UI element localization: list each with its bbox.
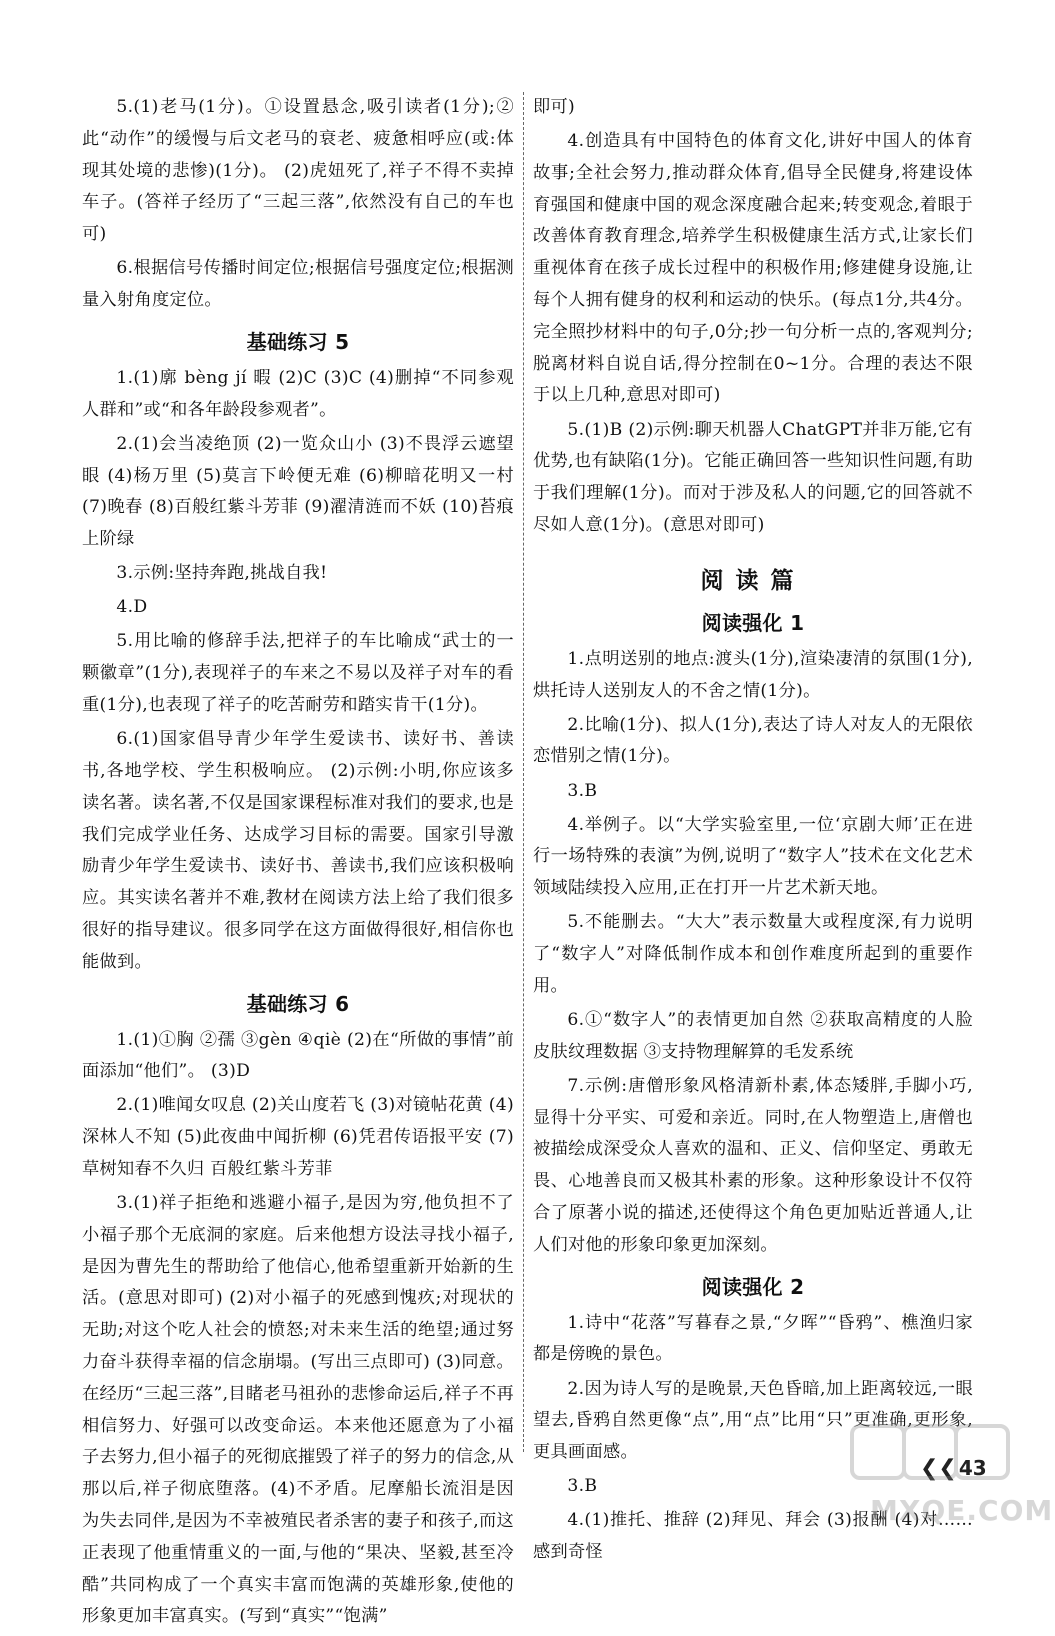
answer-paragraph: 5.用比喻的修辞手法,把祥子的车比喻成“武士的一颗徽章”(1分),表现祥子的车来之不易以及祥子对车的看重(1分),也表现了祥子的吃苦耐劳和踏实肯干(1分)。 [82, 631, 514, 716]
answer-paragraph: 1.诗中“花落”写暮春之景,“夕晖”“昏鸦”、樵渔归家都是傍晚的景色。 [533, 1312, 973, 1365]
answer-paragraph: 4.举例子。以“大学实验室里,一位‘京剧大师’正在进行一场特殊的表演”为例,说明了“数字人”技术在文化艺术领域陆续投入应用,正在打开一片艺术新天地。 [533, 814, 973, 899]
section-heading: 基础练习 6 [246, 991, 350, 1016]
answer-paragraph: 1.(1)廓 bèng jí 暇 (2)C (3)C (4)删掉“不同参观人群和”或“和各年龄段参观者”。 [82, 367, 514, 420]
answer-paragraph: 2.(1)唯闻女叹息 (2)关山度若飞 (3)对镜帖花黄 (4)深林人不知 (5)此夜曲中闻折柳 (6)凭君传语报平安 (7)草树知春不久归 百般红紫斗芳菲 [82, 1095, 514, 1179]
answer-paragraph: 2.因为诗人写的是晚景,天色昏暗,加上距离较远,一眼望去,昏鸦自然更像“点”,用“点”比用“只”更准确,更形象,更具画面感。 [533, 1378, 973, 1463]
left-column [82, 92, 514, 1636]
answer-paragraph: 5.不能删去。“大大”表示数量大或程度深,有力说明了“数字人”对降低制作成本和创作难度所起到的重要作用。 [533, 912, 973, 996]
answer-paragraph: 5.(1)老马(1分)。①设置悬念,吸引读者(1分);②此“动作”的缓慢与后文老马的衰老、疲惫相呼应(或:体现其处境的悲惨)(1分)。 (2)虎妞死了,祥子不得不卖掉车子。(答祥子经历了“三起三落”,依然没有自己的车也可) [82, 97, 514, 245]
answer-paragraph: 6.①“数字人”的表情更加自然 ②获取高精度的人脸皮肤纹理数据 ③支持物理解算的毛发系统 [533, 1010, 973, 1062]
answer-paragraph: 3.B [567, 1476, 598, 1497]
page-number [920, 1456, 987, 1481]
section-heading: 阅读强化 1 [701, 610, 805, 635]
right-column [533, 92, 973, 1571]
answer-paragraph: 6.(1)国家倡导青少年学生爱读书、读好书、善读书,各地学校、学生积极响应。 (2)示例:小明,你应该多读名著。读名著,不仅是国家课程标准对我们的要求,也是我们完成学业任务、达成学习目标的需要。国家引导激励青少年学生爱读书、读好书、善读书,我们应该积极响应。其实读名著并不难,教材在阅读方法上给了我们很多很好的指导建议。很多同学在这方面做得很好,相信你也能做到。 [82, 729, 514, 972]
answer-paragraph: 3.B [567, 780, 598, 801]
answer-paragraph: 6.根据信号传播时间定位;根据信号强度定位;根据测量入射角度定位。 [82, 258, 514, 311]
answer-paragraph: 7.示例:唐僧形象风格清新朴素,体态矮胖,手脚小巧,显得十分平实、可爱和亲近。同时,在人物塑造上,唐僧也被描绘成深受众人喜欢的温和、正义、信仰坚定、勇敢无畏、心地善良而又极其朴素的形象。这种形象设计不仅符合了原著小说的描述,还使得这个角色更加贴近普通人,让人们对他的形象印象更加深刻。 [533, 1075, 973, 1255]
answer-paragraph: 3.示例:坚持奔跑,挑战自我! [116, 563, 328, 584]
page-number-text: 43 [958, 1456, 987, 1480]
answer-paragraph: 2.比喻(1分)、拟人(1分),表达了诗人对友人的无限依恋惜别之情(1分)。 [533, 714, 973, 767]
answer-paragraph: 2.(1)会当凌绝顶 (2)一览众山小 (3)不畏浮云遮望眼 (4)杨万里 (5)莫言下岭便无难 (6)柳暗花明又一村 (7)晚春 (8)百般红紫斗芳菲 (9)濯清涟而不妖 (10)苔痕上阶绿 [82, 433, 514, 550]
answer-paragraph: 4.(1)推托、推辞 (2)拜见、拜会 (3)报酬 (4)对……感到奇怪 [533, 1510, 973, 1563]
section-heading: 基础练习 5 [246, 329, 350, 354]
watermark-text: MXQE.COM [870, 1494, 1054, 1527]
answer-paragraph: 4.D [116, 597, 148, 618]
column-divider [523, 92, 525, 1452]
answer-paragraph: 1.(1)①胸 ②孺 ③gèn ④qiè (2)在“所做的事情”前面添加“他们”。 (3)D [82, 1029, 514, 1082]
answer-paragraph: 5.(1)B (2)示例:聊天机器人ChatGPT并非万能,它有优势,也有缺陷(1分)。它能正确回答一些知识性问题,有助于我们理解(1分)。而对于涉及私人的问题,它的回答就不尽如人意(1分)。(意思对即可) [533, 419, 974, 535]
answer-paragraph: 4.创造具有中国特色的体育文化,讲好中国人的体育故事;全社会努力,推动群众体育,倡导全民健身,将建设体育强国和健康中国的观念深度融合起来;转变观念,着眼于改善体育教育理念,培养学生积极健康生活方式,让家长们重视体育在孩子成长过程中的积极作用;修建健身设施,让每个人拥有健身的权利和运动的快乐。(每点1分,共4分。完全照抄材料中的句子,0分;抄一句分析一点的,客观判分;脱离材料自说自话,得分控制在0~1分。合理的表达不限于以上几种,意思对即可) [533, 131, 973, 406]
section-heading: 阅读强化 2 [701, 1274, 805, 1299]
answer-paragraph: 即可) [533, 97, 575, 117]
chevron-left-icon: ❮❮ [920, 1456, 957, 1481]
answer-paragraph: 3.(1)祥子拒绝和逃避小福子,是因为穷,他负担不了小福子那个无底洞的家庭。后来他想方设法寻找小福子,是因为曹先生的帮助给了他信心,他希望重新开始新的生活。(意思对即可) (2)对小福子的死感到愧疚;对现状的无助;对这个吃人社会的愤怒;对未来生活的绝望;通过努力奋斗获得幸福的信念崩塌。(写出三点即可) (3)同意。在经历“三起三落”,目睹老马祖孙的悲惨命运后,祥子不再相信努力、好强可以改变命运。本来他还愿意为了小福子去努力,但小福子的死彻底摧毁了祥子的努力的信念,从那以后,祥子彻底堕落。(4)不矛盾。尼摩船长流泪是因为失去同伴,是因为不幸被殖民者杀害的妻子和孩子,而这正表现了他重情重义的一面,与他的“果决、坚毅,甚至冷酷”共同构成了一个真实丰富而饱满的英雄形象,使他的形象更加丰富真实。(写到“真实”“饱满” [82, 1193, 514, 1627]
answer-paragraph: 1.点明送别的地点:渡头(1分),渲染凄清的氛围(1分),烘托诗人送别友人的不舍之情(1分)。 [533, 648, 973, 701]
part-heading: 阅读篇 [700, 567, 806, 594]
